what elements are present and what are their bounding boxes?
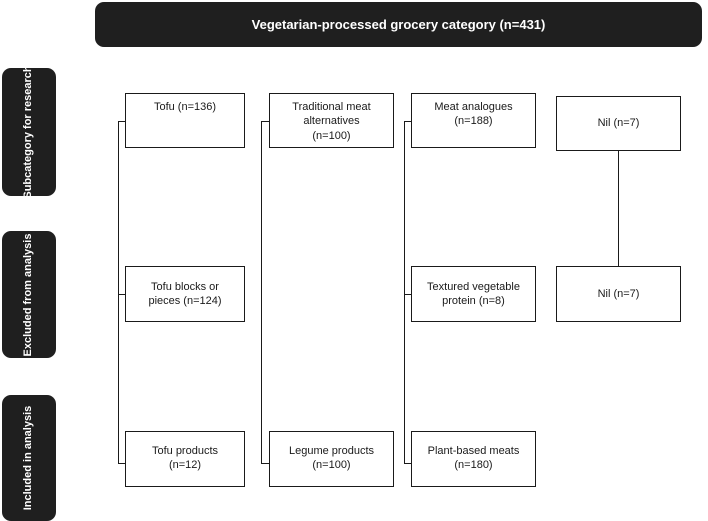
- box-plant-based-meats-label: Plant-based meats (n=180): [427, 445, 520, 472]
- diagram-title: [95, 2, 702, 47]
- connector-tofu: [118, 121, 119, 463]
- box-nil-subcategory-label: Nil (n=7): [597, 117, 640, 130]
- box-legume-products-label: Legume products (n=100): [289, 445, 374, 472]
- connector-tofu-top: [118, 121, 125, 122]
- box-tofu-products: [125, 431, 245, 487]
- box-legume-products: [269, 431, 394, 487]
- row-label-included-text: Included in analysis: [22, 405, 35, 511]
- connector-tofu-mid: [118, 294, 125, 295]
- connector-traditional: [261, 121, 262, 463]
- box-tofu-products-label: Tofu products (n=12): [151, 445, 219, 472]
- box-tofu-blocks: [125, 266, 245, 322]
- row-label-subcategory: [2, 65, 56, 199]
- connector-traditional-top: [261, 121, 269, 122]
- row-label-included: [2, 395, 56, 521]
- box-tofu-blocks-label: Tofu blocks or pieces (n=124): [148, 280, 222, 307]
- connector-analogues-mid: [404, 294, 411, 295]
- row-label-excluded: [2, 231, 56, 358]
- diagram-title-text: Vegetarian-processed grocery category (n=431): [251, 17, 546, 32]
- box-nil-excluded-label: Nil (n=7): [597, 287, 640, 300]
- box-traditional-meat-alternatives: [269, 93, 394, 148]
- row-label-subcategory-text: Subcategory for research: [22, 65, 35, 199]
- box-textured-vegetable-protein-label: Textured vegetable protein (n=8): [427, 280, 520, 307]
- box-textured-vegetable-protein: [411, 266, 536, 322]
- box-plant-based-meats: [411, 431, 536, 487]
- connector-nil: [618, 151, 619, 266]
- box-nil-subcategory: [556, 96, 681, 151]
- box-nil-excluded: [556, 266, 681, 322]
- box-traditional-meat-alternatives-label: Traditional meat alternatives (n=100): [292, 101, 371, 142]
- box-tofu-label: Tofu (n=136): [153, 101, 217, 113]
- box-meat-analogues: [411, 93, 536, 148]
- row-label-excluded-text: Excluded from analysis: [22, 233, 35, 356]
- connector-analogues: [404, 121, 405, 463]
- box-tofu: [125, 93, 245, 148]
- box-meat-analogues-label: Meat analogues (n=188): [434, 101, 513, 128]
- connector-analogues-top: [404, 121, 411, 122]
- connector-analogues-bottom: [404, 463, 411, 464]
- connector-traditional-bottom: [261, 463, 269, 464]
- connector-tofu-bottom: [118, 463, 125, 464]
